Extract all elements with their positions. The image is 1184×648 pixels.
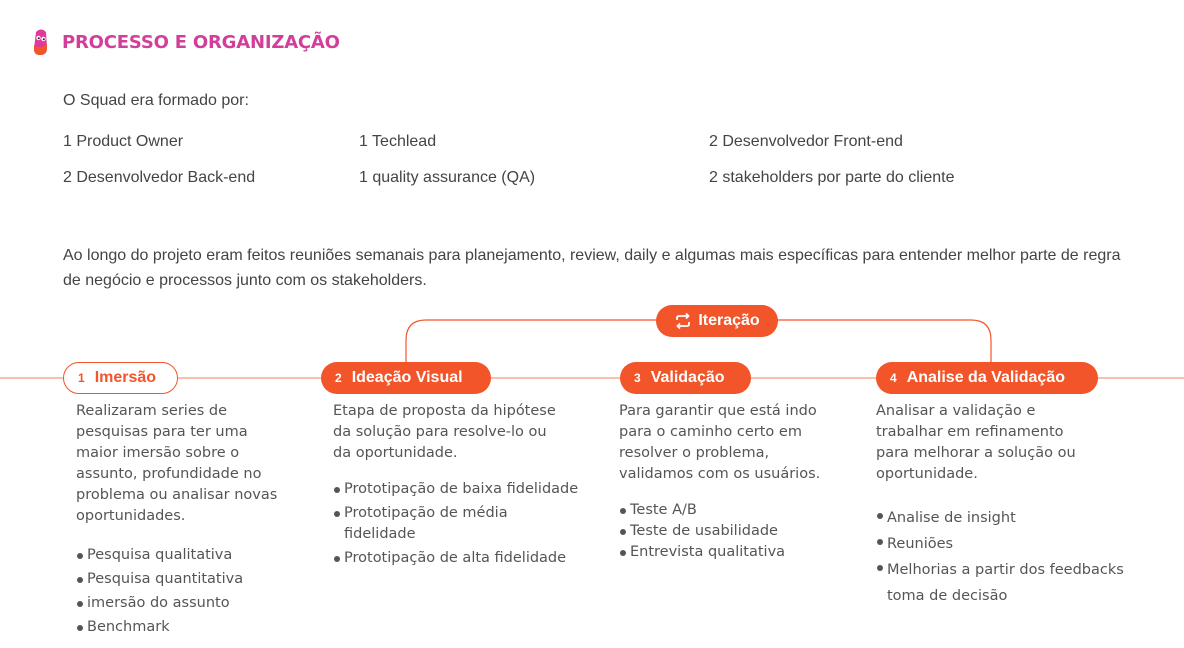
- step-label: Validação: [650, 369, 725, 386]
- list-item: imersão do assunto: [76, 593, 306, 614]
- step-column-validacao: [619, 401, 849, 563]
- process-paragraph: Ao longo do projeto eram feitos reuniões semanais para planejamento, review, daily e algumas mais específicas para entender melhor parte de regra de negócio e processos junto com os stakeholders.: [63, 247, 1121, 289]
- team-member: 2 Desenvolvedor Front-end: [709, 133, 903, 150]
- step-description: Analisar a validação e trabalhar em refinamento para melhorar a solução ou oportunidade.: [876, 403, 1076, 482]
- step-description: Para garantir que está indo para o caminho certo em resolver o problema, validamos com os usuários.: [619, 403, 821, 482]
- step-label: Analise da Validação: [906, 369, 1065, 386]
- list-item: Melhorias a partir dos feedbacks toma de decisão: [876, 557, 1156, 609]
- list-item: Pesquisa quantitativa: [76, 569, 306, 590]
- step-description: Etapa de proposta da hipótese da solução para resolve-lo ou da oportunidade.: [333, 403, 556, 461]
- iteration-badge: [656, 305, 778, 337]
- step-validacao: [620, 362, 751, 394]
- team-member: 1 quality assurance (QA): [359, 169, 536, 186]
- step-bullets: [619, 500, 849, 563]
- step-number: 1: [78, 371, 85, 385]
- step-number: 4: [890, 371, 897, 385]
- team-member: 1 Techlead: [359, 133, 437, 150]
- list-item: Prototipação de média fidelidade: [333, 503, 588, 545]
- step-description: Realizaram series de pesquisas para ter uma maior imersão sobre o assunto, profundidade no problema ou analisar novas oportunidades.: [76, 403, 278, 524]
- step-label: Ideação Visual: [351, 369, 463, 386]
- list-item: Prototipação de alta fidelidade: [333, 548, 588, 569]
- team-member: 2 stakeholders por parte do cliente: [709, 169, 955, 186]
- step-column-analise-da-validacao: [876, 401, 1156, 609]
- list-item: Reuniões: [876, 531, 1156, 557]
- step-bullets: [876, 505, 1156, 609]
- iteration-label: Iteração: [698, 312, 760, 329]
- step-number: 2: [335, 371, 342, 385]
- step-label: Imersão: [94, 369, 157, 386]
- page-title: PROCESSO E ORGANIZAÇÃO: [62, 31, 340, 53]
- list-item: Pesquisa qualitativa: [76, 545, 306, 566]
- step-analise-da-validacao: [876, 362, 1098, 394]
- step-column-imersao: [76, 401, 306, 638]
- intro-text: O Squad era formado por:: [63, 92, 249, 109]
- step-bullets: [333, 479, 588, 569]
- repeat-icon: [674, 312, 692, 330]
- list-item: Benchmark: [76, 617, 306, 638]
- step-column-ideacao-visual: [333, 401, 588, 569]
- team-member: 2 Desenvolvedor Back-end: [63, 169, 256, 186]
- step-number: 3: [634, 371, 641, 385]
- list-item: Analise de insight: [876, 505, 1156, 531]
- step-ideacao-visual: [321, 362, 491, 394]
- step-bullets: [76, 545, 306, 638]
- step-imersao: [63, 362, 178, 394]
- list-item: Entrevista qualitativa: [619, 542, 849, 563]
- list-item: Prototipação de baixa fidelidade: [333, 479, 588, 500]
- team-member: 1 Product Owner: [63, 133, 184, 150]
- list-item: Teste A/B: [619, 500, 849, 521]
- list-item: Teste de usabilidade: [619, 521, 849, 542]
